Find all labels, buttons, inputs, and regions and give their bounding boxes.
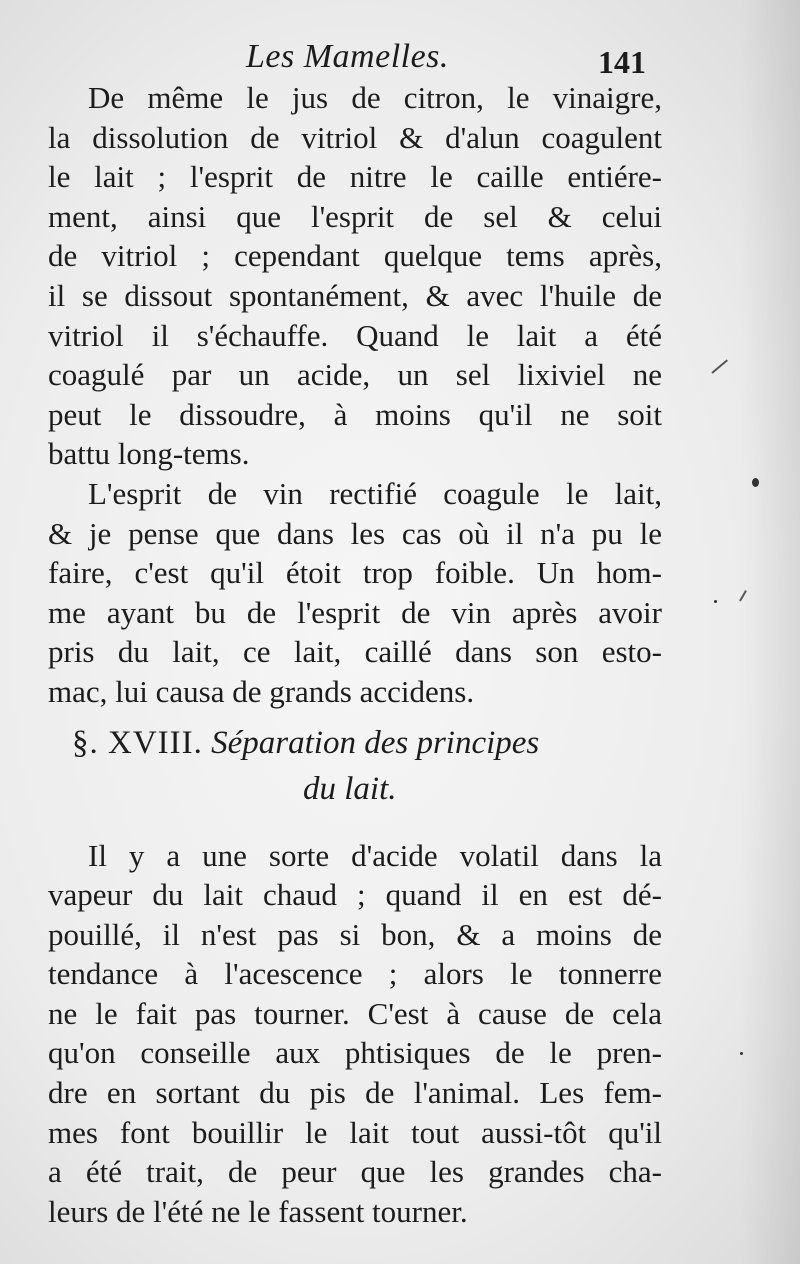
paragraph-3: [48, 836, 662, 1232]
ink-speck: [752, 478, 759, 487]
text-line: a été trait, de peur que les grandes cha-: [48, 1154, 662, 1190]
section-title-continuation: du lait.: [303, 770, 397, 807]
text-line: leurs de l'été ne le fassent tourner.: [48, 1193, 468, 1229]
text-line: dre en sortant du pis de l'animal. Les fem-: [48, 1075, 662, 1111]
text-line: la dissolution de vitriol & d'alun coagulent: [48, 119, 662, 155]
text-line: L'esprit de vin rectifié coagule le lait,: [88, 475, 662, 511]
text-line: le lait ; l'esprit de nitre le caille entiére-: [48, 159, 662, 195]
page-body: [48, 78, 662, 1231]
section-heading: [48, 720, 662, 812]
ink-speck: [740, 1052, 743, 1055]
text-line: peut le dissoudre, à moins qu'il ne soit: [48, 396, 662, 432]
text-line: battu long-tems.: [48, 436, 250, 472]
paragraph-2: [48, 474, 662, 712]
page-number: 141: [598, 44, 646, 80]
text-line: me ayant bu de l'esprit de vin après avoir: [48, 594, 662, 630]
text-line: & je pense que dans les cas où il n'a pu le: [48, 515, 662, 551]
text-line: tendance à l'acescence ; alors le tonnerre: [48, 956, 662, 992]
page-edge-shadow: [740, 0, 800, 1264]
text-line: de vitriol ; cependant quelque tems après,: [48, 238, 662, 274]
text-line: ne le fait pas tourner. C'est à cause de cela: [48, 995, 662, 1031]
text-line: vitriol il s'échauffe. Quand le lait a été: [48, 317, 662, 353]
text-line: qu'on conseille aux phtisiques de le pren-: [48, 1035, 662, 1071]
section-title: Séparation des principes: [211, 724, 540, 761]
paragraph-1: [48, 78, 662, 474]
text-line: mac, lui causa de grands accidens.: [48, 673, 475, 709]
section-number: §. XVIII.: [72, 724, 203, 761]
running-title: Les Mamelles.: [246, 38, 449, 75]
text-line: ment, ainsi que l'esprit de sel & celui: [48, 198, 662, 234]
ink-speck: [714, 600, 717, 603]
text-line: coagulé par un acide, un sel lixiviel ne: [48, 357, 662, 393]
text-line: pouillé, il n'est pas si bon, & a moins de: [48, 916, 662, 952]
text-line: il se dissout spontanément, & avec l'huile de: [48, 277, 662, 313]
text-line: faire, c'est qu'il étoit trop foible. Un hom-: [48, 555, 662, 591]
text-line: pris du lait, ce lait, caillé dans son esto-: [48, 634, 662, 670]
stray-mark: [711, 359, 728, 373]
text-line: mes font bouillir le lait tout aussi-tôt qu'il: [48, 1114, 662, 1150]
text-line: De même le jus de citron, le vinaigre,: [88, 80, 662, 115]
section-heading-line: [48, 720, 662, 766]
text-line: vapeur du lait chaud ; quand il en est dé-: [48, 877, 662, 913]
text-line: Il y a une sorte d'acide volatil dans la: [88, 837, 662, 873]
